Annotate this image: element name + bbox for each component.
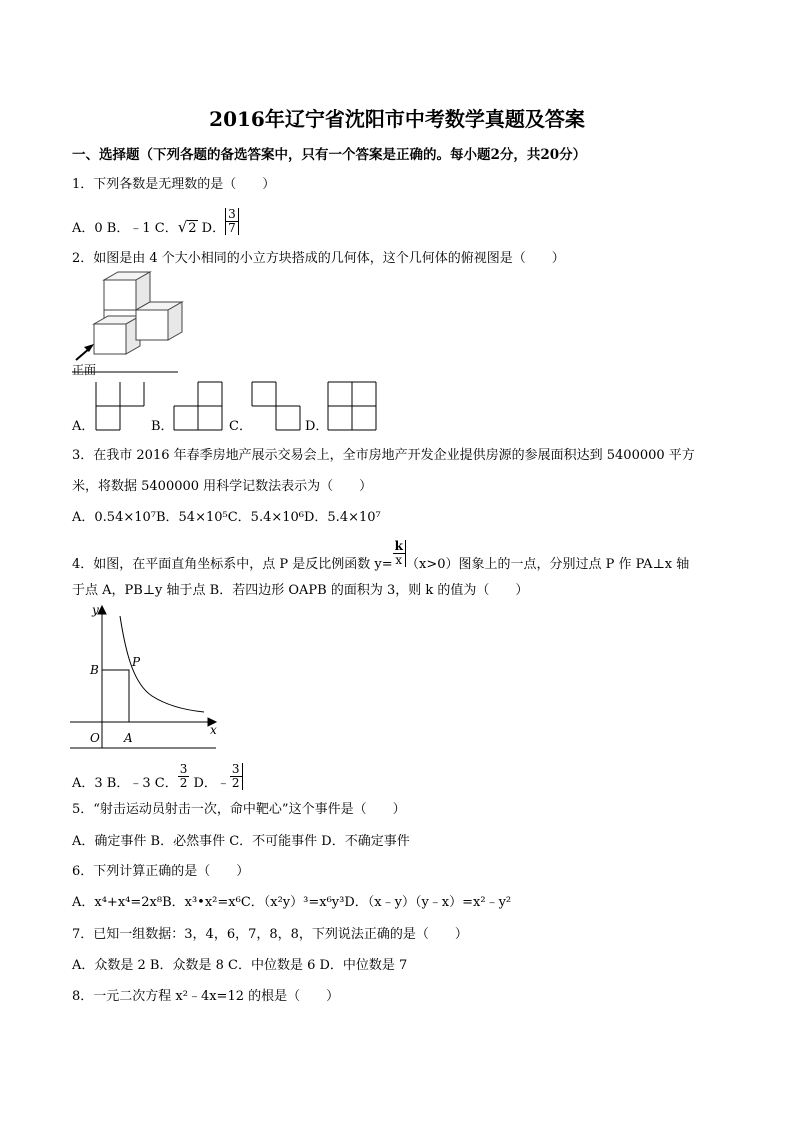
option-d-label: D． — [305, 419, 329, 434]
page-title: 2016年辽宁省沈阳市中考数学真题及答案 — [209, 107, 585, 131]
question-4-line-2: 于点 A，PB⊥y 轴于点 B．若四边形 OAPB 的面积为 3，则 k 的值为（ ） — [72, 583, 529, 598]
option-a-label: A． — [72, 419, 95, 434]
coordinate-graph — [70, 600, 220, 750]
fraction-3-2 — [178, 763, 190, 790]
question-1-options — [72, 207, 239, 237]
fraction-denominator: 2 — [231, 776, 240, 790]
question-3-line-2: 米，将数据 5400000 用科学记数法表示为（ ） — [72, 479, 373, 494]
option-a-view — [94, 382, 150, 432]
front-label: 正面 — [72, 363, 97, 377]
point-p-label: P — [132, 655, 141, 669]
question-3-options: A．0.54×10⁷B．54×10⁵C．5.4×10⁶D．5.4×10⁷ — [72, 510, 381, 525]
question-7-options: A．众数是 2 B．众数是 8 C．中位数是 6 D．中位数是 7 — [72, 958, 408, 973]
axis-y-label: y — [92, 603, 99, 617]
fraction-denominator: x — [395, 553, 403, 567]
question-4-line-1 — [72, 539, 690, 573]
origin-label: O — [90, 731, 100, 745]
question-6-stem: 6．下列计算正确的是（ ） — [72, 864, 250, 879]
cube-solid-figure — [72, 272, 182, 372]
question-5-options: A．确定事件 B．必然事件 C．不可能事件 D．不确定事件 — [72, 834, 410, 849]
question-5-stem: 5．“射击运动员射击一次，命中靶心”这个事件是（ ） — [72, 802, 406, 817]
question-1-stem: 1．下列各数是无理数的是（ ） — [72, 177, 276, 192]
fraction-denominator: 7 — [228, 221, 236, 235]
option-c-view — [250, 382, 306, 432]
fraction-3-7 — [225, 208, 239, 235]
option-b-label: B． — [151, 419, 174, 434]
fraction-neg-3-2 — [230, 763, 243, 790]
question-4-options-a-c: A．3 B．﹣3 C． — [72, 776, 178, 791]
fraction-denominator: 2 — [179, 776, 188, 790]
point-b-label: B — [90, 663, 99, 677]
question-1-options-a-c: A．0 B．﹣1 C． — [72, 221, 178, 236]
question-6-options: A．x⁴+x⁴=2x⁸B．x³•x²=x⁶C．（x²y）³=x⁶y³D．（x﹣y）（y﹣x）=x²﹣y² — [72, 895, 512, 910]
point-a-label: A — [124, 731, 133, 745]
fraction-numerator: 3 — [228, 207, 236, 221]
question-4-text-b: （x>0）图象上的一点，分别过点 P 作 PA⊥x 轴 — [405, 557, 690, 572]
fraction-numerator: k — [394, 539, 403, 553]
question-3-line-1: 3．在我市 2016 年春季房地产展示交易会上，全市房地产开发企业提供房源的参展面积达到 5400000 平方 — [72, 448, 695, 463]
option-d-view — [326, 382, 382, 432]
option-c-label: C． — [229, 419, 252, 434]
fraction-numerator: 3 — [179, 762, 188, 776]
question-7-stem: 7．已知一组数据：3，4，6，7，8，8，下列说法正确的是（ ） — [72, 927, 468, 942]
sqrt-symbol: √ — [177, 218, 188, 236]
question-4-option-d: D．﹣ — [189, 776, 230, 791]
section-heading: 一、选择题（下列各题的备选答案中，只有一个答案是正确的。每小题2分，共20分） — [72, 147, 587, 163]
question-1-option-d: D． — [197, 221, 226, 236]
fraction-numerator: 3 — [231, 762, 240, 776]
question-4-text-a: 4．如图，在平面直角坐标系中，点 P 是反比例函数 y= — [72, 557, 393, 572]
axis-x-label: x — [210, 723, 217, 737]
question-8-stem: 8．一元二次方程 x²﹣4x=12 的根是（ ） — [72, 989, 340, 1004]
question-2-stem: 2．如图是由 4 个大小相同的小立方块搭成的几何体，这个几何体的俯视图是（ ） — [72, 251, 565, 266]
sqrt-radicand: 2 — [188, 221, 197, 236]
fraction-k-x — [393, 540, 406, 567]
question-4-options — [72, 762, 243, 792]
option-b-view — [172, 382, 228, 432]
